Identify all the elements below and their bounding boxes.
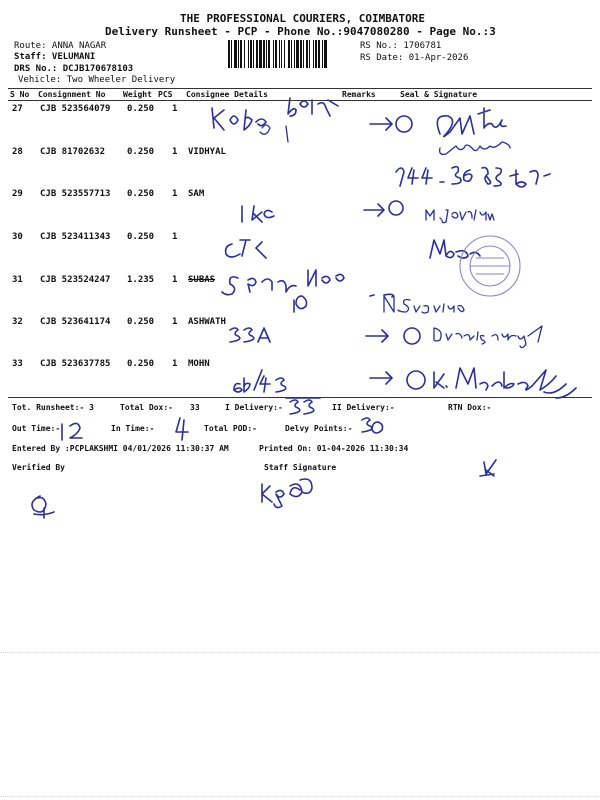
row-sno: 28 [12,147,23,157]
handwritten-note-row30 [226,240,266,258]
printed-on: Printed On: 01-04-2026 11:30:34 [259,444,409,453]
staff-signature-label: Staff Signature [264,463,337,472]
col-weight: Weight [123,90,152,99]
row-sno: 27 [12,104,23,114]
total-runsheet: Tot. Runsheet:- 3 [12,403,94,412]
ii-delivery-label: II Delivery:- [332,403,395,412]
handwritten-out-time-value [62,423,82,440]
seal-signature-row27 [370,108,510,154]
row-weight: 1.235 [127,275,155,285]
handwritten-note-row31 [222,270,344,312]
handwritten-i-delivery-value [286,398,320,414]
row-sno: 30 [12,232,23,242]
out-time-label: Out Time:- [12,424,61,433]
seal-signature-row32 [366,326,542,348]
handwritten-note-row27 [212,98,338,142]
seal-signature-row29 [364,201,494,223]
row-weight: 0.250 [127,147,155,157]
row-consignment: CJB 81702632 [40,147,106,157]
row-pcs: 1 [172,275,178,285]
vehicle-label: Vehicle: Two Wheeler Delivery [18,75,176,85]
row-sno: 33 [12,359,23,369]
row-pcs: 1 [172,147,178,157]
row-pcs: 1 [172,189,178,199]
row-pcs: 1 [172,359,178,369]
row-consignee: ASHWATH [188,317,226,327]
rs-number: RS No.: 1706781 [360,41,442,51]
handwritten-delvy-points-value [362,418,383,433]
i-delivery-label: I Delivery:- [225,403,283,412]
verified-by-label: Verified By [12,463,65,472]
seal-signature-row33 [370,368,576,398]
runsheet-subtitle: Delivery Runsheet - PCP - Phone No.:9047080280 - Page No.:3 [105,25,496,38]
col-remarks: Remarks [342,90,376,99]
total-dox-label: Total Dox:- [120,403,173,412]
staff-signature-scrawl [262,479,312,508]
verified-by-signature [32,496,54,518]
scan-artifact-line [0,796,600,797]
delvy-points-label: Delvy Points:- [285,424,353,433]
row-weight: 0.250 [127,104,155,114]
row-consignment: CJB 523637785 [40,359,111,369]
seal-signature-row28 [396,167,550,187]
col-consignment: Consignment No [38,90,106,99]
route-label: Route: ANNA NAGAR [14,41,107,51]
handwritten-note-row33 [234,370,286,392]
row-consignment: CJB 523564079 [40,104,111,114]
total-pod-label: Total POD:- [204,424,257,433]
row-sno: 31 [12,275,23,285]
row-consignment: CJB 523411343 [40,232,111,242]
staff-label: Staff: VELUMANI [14,52,96,62]
col-consignee: Consignee Details [186,90,268,99]
handwritten-in-time-value [176,418,188,440]
drs-number: DRS No.: DCJB170678103 [14,64,134,74]
row-consignee: VIDHYAL [188,147,226,157]
row-pcs: 1 [172,317,178,327]
row-sno: 32 [12,317,23,327]
row-consignee: SAM [188,189,205,199]
handwritten-note-row32 [230,328,270,342]
row-pcs: 1 [172,232,178,242]
col-pcs: PCS [158,90,173,99]
handwritten-note-row29 [242,206,274,222]
row-consignee: MOHN [188,359,210,369]
seal-stamp [460,236,520,296]
row-weight: 0.250 [127,232,155,242]
margin-mark [480,460,496,476]
in-time-label: In Time:- [111,424,155,433]
col-sno: S No [10,90,30,99]
row-weight: 0.250 [127,359,155,369]
rtn-dox-label: RTN Dox:- [448,403,492,412]
row-pcs: 1 [172,104,178,114]
row-consignment: CJB 523641174 [40,317,111,327]
row-sno: 29 [12,189,23,199]
col-seal-signature: Seal & Signature [400,90,478,99]
seal-signature-row31 [370,294,464,313]
row-weight: 0.250 [127,317,155,327]
scan-artifact-line [0,652,600,653]
row-consignee: SUBAS [188,275,216,285]
row-weight: 0.250 [127,189,155,199]
entered-by: Entered By :PCPLAKSHMI 04/01/2026 11:30:37 AM [12,444,229,453]
company-title: THE PROFESSIONAL COURIERS, COIMBATORE [180,12,426,25]
total-dox-value: 33 [190,403,200,412]
row-consignment: CJB 523524247 [40,275,111,285]
rs-date: RS Date: 01-Apr-2026 [360,53,469,63]
row-consignment: CJB 523557713 [40,189,111,199]
